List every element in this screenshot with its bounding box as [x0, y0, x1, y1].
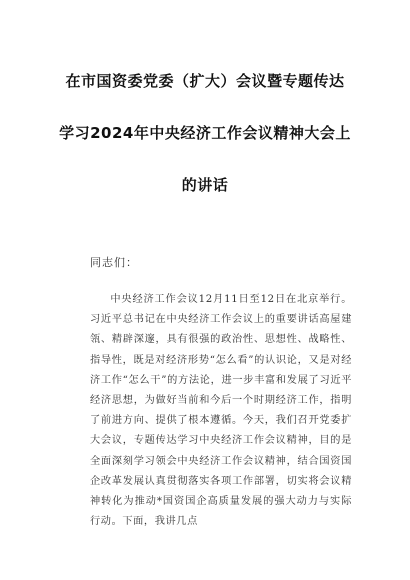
greeting: 同志们： [90, 256, 138, 269]
body-paragraph-1: 中央经济工作会议12月11日至12日在北京举行。习近平总书记在中央经济工作会议上的重要讲话高屋建瓴、精辟深邃，具有很强的政治性、思想性、战略性、指导性，既是对经济形势“怎么看”的认识论，又是对经济工作“怎么干”的方法论，进一步丰富和发展了习近平经济思想，为做好当前和今后一个时期经济工作，指明了前进方向、提供了根本遵循。今天，我们召开党委扩大会议，专题传达学习中央经济工作会议精神，目的是全面深刻学习领会中央经济工作会议精神，结合国资国企改革发展认真贯彻落实各项工作部署，切实将会议精神转化为推动*国资国企高质量发展的强大动力与实际行动。下面，我讲几点 [90, 294, 352, 528]
document-title-line-3: 的讲话 [181, 176, 229, 194]
document-title-line-2: 学习2024年中央经济工作会议精神大会上 [59, 124, 351, 142]
document-title-line-1: 在市国资委党委（扩大）会议暨专题传达 [65, 72, 345, 90]
